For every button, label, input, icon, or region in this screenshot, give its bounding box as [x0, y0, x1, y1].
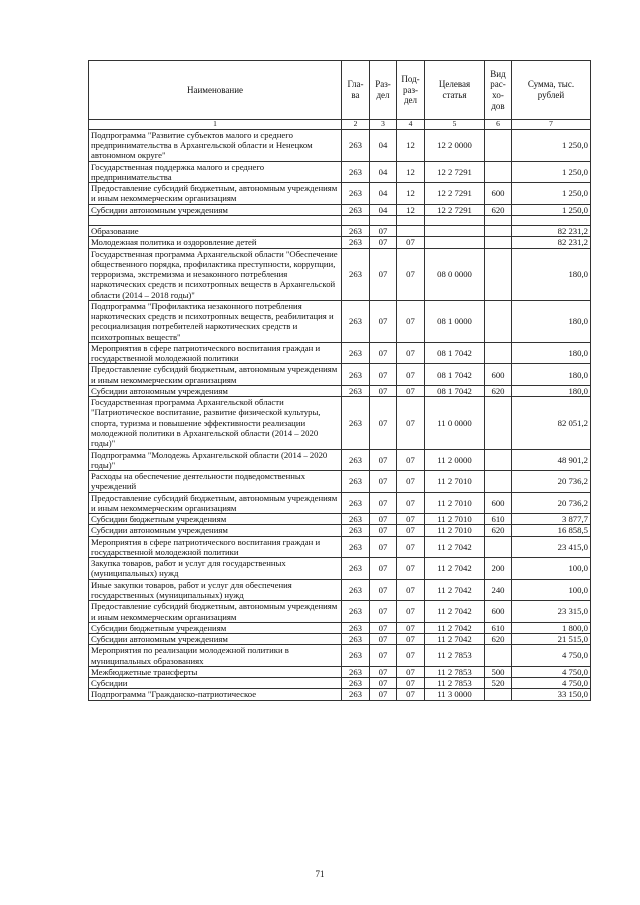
table-row: [89, 689, 591, 700]
row-glava-cell: 263: [342, 300, 370, 342]
row-vid-cell: 240: [485, 579, 512, 601]
row-vid-cell: [485, 161, 512, 183]
table-row: [89, 385, 591, 396]
column-number: 7: [512, 120, 591, 130]
row-summa-cell: 23 315,0: [512, 601, 591, 623]
row-celevaya-cell: [425, 215, 485, 225]
row-podrazdel-cell: 07: [397, 397, 425, 449]
row-glava-cell: 263: [342, 449, 370, 471]
row-celevaya-cell: 11 2 7042: [425, 634, 485, 645]
header-vid: Вид рас-хо-дов: [485, 61, 512, 120]
row-name-cell: Государственная поддержка малого и среднего предпринимательства: [89, 161, 342, 183]
header-summa: Сумма, тыс. рублей: [512, 61, 591, 120]
column-number: 3: [370, 120, 397, 130]
row-name-cell: Мероприятия в сфере патриотического воспитания граждан и государственной молодежной политики: [89, 342, 342, 364]
row-summa-cell: [512, 215, 591, 225]
column-number: 1: [89, 120, 342, 130]
table-row: [89, 492, 591, 514]
row-glava-cell: 263: [342, 161, 370, 183]
row-glava-cell: 263: [342, 225, 370, 236]
row-glava-cell: 263: [342, 385, 370, 396]
table-row: [89, 364, 591, 386]
row-vid-cell: [485, 225, 512, 236]
row-glava-cell: 263: [342, 601, 370, 623]
row-glava-cell: 263: [342, 129, 370, 161]
row-podrazdel-cell: 07: [397, 237, 425, 248]
row-podrazdel-cell: 07: [397, 666, 425, 677]
row-podrazdel-cell: 07: [397, 514, 425, 525]
row-podrazdel-cell: 07: [397, 536, 425, 558]
row-vid-cell: [485, 248, 512, 300]
row-summa-cell: 1 800,0: [512, 622, 591, 633]
row-summa-cell: 82 231,2: [512, 237, 591, 248]
row-razdel-cell: 07: [370, 579, 397, 601]
row-summa-cell: 4 750,0: [512, 645, 591, 667]
table-row: [89, 536, 591, 558]
row-summa-cell: 180,0: [512, 364, 591, 386]
table-row: [89, 204, 591, 215]
row-vid-cell: [485, 689, 512, 700]
row-summa-cell: 23 415,0: [512, 536, 591, 558]
row-name-cell: Мероприятия в сфере патриотического воспитания граждан и государственной молодежной политики: [89, 536, 342, 558]
row-glava-cell: 263: [342, 492, 370, 514]
row-podrazdel-cell: 07: [397, 678, 425, 689]
row-glava-cell: 263: [342, 342, 370, 364]
table-row: [89, 300, 591, 342]
row-summa-cell: 1 250,0: [512, 161, 591, 183]
row-celevaya-cell: 12 2 7291: [425, 161, 485, 183]
row-podrazdel-cell: 07: [397, 634, 425, 645]
row-celevaya-cell: 08 1 7042: [425, 364, 485, 386]
row-glava-cell: 263: [342, 364, 370, 386]
row-glava-cell: 263: [342, 514, 370, 525]
table-row: [89, 183, 591, 205]
row-celevaya-cell: 11 3 0000: [425, 689, 485, 700]
row-summa-cell: 1 250,0: [512, 129, 591, 161]
row-glava-cell: 263: [342, 204, 370, 215]
row-name-cell: Молодежная политика и оздоровление детей: [89, 237, 342, 248]
row-vid-cell: 620: [485, 634, 512, 645]
row-razdel-cell: 07: [370, 237, 397, 248]
row-name-cell: Мероприятия по реализации молодежной политики в муниципальных образованиях: [89, 645, 342, 667]
row-name-cell: Субсидии бюджетным учреждениям: [89, 622, 342, 633]
row-name-cell: Расходы на обеспечение деятельности подведомственных учреждений: [89, 471, 342, 493]
table-row: [89, 342, 591, 364]
row-glava-cell: 263: [342, 248, 370, 300]
row-razdel-cell: 04: [370, 161, 397, 183]
row-name-cell: Предоставление субсидий бюджетным, автономным учреждениям и иным некоммерческим организациям: [89, 492, 342, 514]
row-razdel-cell: 07: [370, 471, 397, 493]
row-glava-cell: 263: [342, 622, 370, 633]
row-vid-cell: [485, 645, 512, 667]
row-celevaya-cell: 11 2 7853: [425, 666, 485, 677]
header-podrazdel: Под-раз-дел: [397, 61, 425, 120]
row-summa-cell: 180,0: [512, 248, 591, 300]
row-razdel-cell: 07: [370, 558, 397, 580]
row-podrazdel-cell: 07: [397, 601, 425, 623]
row-celevaya-cell: 11 2 7042: [425, 536, 485, 558]
table-row: [89, 666, 591, 677]
row-name-cell: Подпрограмма "Профилактика незаконного потребления наркотических средств и психотропных веществ, реабилитация и ресоциализация потребителей наркотических средств и психотропных веществ": [89, 300, 342, 342]
row-summa-cell: 4 750,0: [512, 666, 591, 677]
row-celevaya-cell: 11 2 7042: [425, 558, 485, 580]
row-summa-cell: 180,0: [512, 385, 591, 396]
row-glava-cell: 263: [342, 645, 370, 667]
row-name-cell: Подпрограмма "Развитие субъектов малого и среднего предпринимательства в Архангельской области и Ненецком автономном округе": [89, 129, 342, 161]
row-razdel-cell: 07: [370, 666, 397, 677]
row-vid-cell: [485, 215, 512, 225]
row-celevaya-cell: 11 2 7010: [425, 471, 485, 493]
column-number: 2: [342, 120, 370, 130]
row-celevaya-cell: 11 2 7010: [425, 525, 485, 536]
table-row: [89, 129, 591, 161]
row-razdel-cell: 07: [370, 300, 397, 342]
column-number: 5: [425, 120, 485, 130]
row-podrazdel-cell: 07: [397, 689, 425, 700]
row-razdel-cell: 07: [370, 385, 397, 396]
row-celevaya-cell: [425, 237, 485, 248]
row-name-cell: Субсидии автономным учреждениям: [89, 634, 342, 645]
budget-table: [88, 60, 591, 701]
budget-table-page: [88, 60, 590, 701]
table-row-blank: [89, 215, 591, 225]
row-podrazdel-cell: 07: [397, 622, 425, 633]
row-summa-cell: 21 515,0: [512, 634, 591, 645]
row-vid-cell: 600: [485, 492, 512, 514]
row-vid-cell: [485, 397, 512, 449]
row-vid-cell: [485, 237, 512, 248]
row-name-cell: Межбюджетные трансферты: [89, 666, 342, 677]
row-summa-cell: 3 877,7: [512, 514, 591, 525]
header-glava: Гла-ва: [342, 61, 370, 120]
row-vid-cell: [485, 449, 512, 471]
row-celevaya-cell: 11 2 7853: [425, 645, 485, 667]
row-celevaya-cell: 08 0 0000: [425, 248, 485, 300]
row-podrazdel-cell: [397, 215, 425, 225]
row-summa-cell: 20 736,2: [512, 492, 591, 514]
row-celevaya-cell: 08 1 7042: [425, 342, 485, 364]
table-row: [89, 622, 591, 633]
row-podrazdel-cell: 07: [397, 471, 425, 493]
row-name-cell: Предоставление субсидий бюджетным, автономным учреждениям и иным некоммерческим организациям: [89, 183, 342, 205]
table-row: [89, 248, 591, 300]
row-razdel-cell: 07: [370, 601, 397, 623]
row-razdel-cell: 07: [370, 536, 397, 558]
row-podrazdel-cell: 07: [397, 342, 425, 364]
row-name-cell: Государственная программа Архангельской области "Обеспечение общественного порядка, профилактика преступности, коррупции, терроризма, экстремизма и незаконного потребления наркотических средств и психотропных веществ в Архангельской области (2014 – 2018 годы)": [89, 248, 342, 300]
header-razdel: Раз-дел: [370, 61, 397, 120]
row-glava-cell: 263: [342, 678, 370, 689]
row-celevaya-cell: 11 2 7010: [425, 492, 485, 514]
row-podrazdel-cell: 12: [397, 129, 425, 161]
table-row: [89, 514, 591, 525]
table-row: [89, 525, 591, 536]
table-row: [89, 645, 591, 667]
row-vid-cell: 500: [485, 666, 512, 677]
table-row: [89, 449, 591, 471]
row-podrazdel-cell: 07: [397, 645, 425, 667]
table-row: [89, 237, 591, 248]
row-podrazdel-cell: 07: [397, 525, 425, 536]
row-name-cell: Образование: [89, 225, 342, 236]
row-podrazdel-cell: [397, 225, 425, 236]
row-name-cell: Субсидии автономным учреждениям: [89, 385, 342, 396]
row-name-cell: Иные закупки товаров, работ и услуг для обеспечения государственных (муниципальных) нужд: [89, 579, 342, 601]
row-podrazdel-cell: 07: [397, 449, 425, 471]
row-razdel-cell: 07: [370, 622, 397, 633]
row-razdel-cell: 07: [370, 514, 397, 525]
row-vid-cell: [485, 129, 512, 161]
row-razdel-cell: 07: [370, 364, 397, 386]
column-number: 4: [397, 120, 425, 130]
row-name-cell: Субсидии бюджетным учреждениям: [89, 514, 342, 525]
row-name-cell: Государственная программа Архангельской области "Патриотическое воспитание, развитие физической культуры, спорта, туризма и повышение эффективности реализации молодежной политики в Архангельской области (2014 – 2020 годы)": [89, 397, 342, 449]
row-vid-cell: 610: [485, 622, 512, 633]
table-row: [89, 601, 591, 623]
row-vid-cell: 620: [485, 204, 512, 215]
row-celevaya-cell: 11 2 7010: [425, 514, 485, 525]
row-razdel-cell: 07: [370, 645, 397, 667]
row-razdel-cell: 07: [370, 225, 397, 236]
row-celevaya-cell: 11 2 7042: [425, 579, 485, 601]
row-vid-cell: 620: [485, 525, 512, 536]
page-number: 71: [315, 869, 325, 879]
table-row: [89, 471, 591, 493]
row-glava-cell: 263: [342, 397, 370, 449]
row-name-cell: [89, 215, 342, 225]
row-vid-cell: 620: [485, 385, 512, 396]
row-razdel-cell: 07: [370, 342, 397, 364]
row-vid-cell: 600: [485, 601, 512, 623]
row-razdel-cell: 07: [370, 449, 397, 471]
row-glava-cell: 263: [342, 471, 370, 493]
row-summa-cell: 180,0: [512, 300, 591, 342]
table-row: [89, 634, 591, 645]
row-summa-cell: 100,0: [512, 558, 591, 580]
row-glava-cell: 263: [342, 183, 370, 205]
row-summa-cell: 82 231,2: [512, 225, 591, 236]
header-name: Наименование: [89, 61, 342, 120]
row-name-cell: Закупка товаров, работ и услуг для государственных (муниципальных) нужд: [89, 558, 342, 580]
row-podrazdel-cell: 07: [397, 300, 425, 342]
row-razdel-cell: 07: [370, 678, 397, 689]
row-podrazdel-cell: 12: [397, 204, 425, 215]
row-razdel-cell: 04: [370, 204, 397, 215]
row-summa-cell: 1 250,0: [512, 183, 591, 205]
row-celevaya-cell: 12 2 7291: [425, 204, 485, 215]
row-glava-cell: 263: [342, 666, 370, 677]
row-glava-cell: [342, 215, 370, 225]
row-summa-cell: 180,0: [512, 342, 591, 364]
table-row: [89, 225, 591, 236]
row-glava-cell: 263: [342, 579, 370, 601]
row-vid-cell: [485, 300, 512, 342]
row-celevaya-cell: 11 2 7042: [425, 601, 485, 623]
row-name-cell: Субсидии: [89, 678, 342, 689]
table-body: [89, 129, 591, 700]
row-podrazdel-cell: 07: [397, 558, 425, 580]
row-razdel-cell: 04: [370, 129, 397, 161]
row-vid-cell: 610: [485, 514, 512, 525]
row-summa-cell: 1 250,0: [512, 204, 591, 215]
table-row: [89, 558, 591, 580]
row-vid-cell: [485, 536, 512, 558]
row-podrazdel-cell: 07: [397, 385, 425, 396]
row-razdel-cell: [370, 215, 397, 225]
table-row: [89, 397, 591, 449]
row-name-cell: Подпрограмма "Гражданско-патриотическое: [89, 689, 342, 700]
row-glava-cell: 263: [342, 689, 370, 700]
row-summa-cell: 16 858,5: [512, 525, 591, 536]
column-number: 6: [485, 120, 512, 130]
row-vid-cell: [485, 471, 512, 493]
row-razdel-cell: 07: [370, 689, 397, 700]
row-glava-cell: 263: [342, 558, 370, 580]
row-summa-cell: 33 150,0: [512, 689, 591, 700]
row-vid-cell: 520: [485, 678, 512, 689]
row-name-cell: Субсидии автономным учреждениям: [89, 525, 342, 536]
row-vid-cell: 600: [485, 364, 512, 386]
row-podrazdel-cell: 12: [397, 183, 425, 205]
row-celevaya-cell: 08 1 7042: [425, 385, 485, 396]
row-glava-cell: 263: [342, 536, 370, 558]
table-row: [89, 579, 591, 601]
row-razdel-cell: 07: [370, 492, 397, 514]
row-razdel-cell: 07: [370, 248, 397, 300]
row-razdel-cell: 04: [370, 183, 397, 205]
table-row: [89, 161, 591, 183]
row-podrazdel-cell: 12: [397, 161, 425, 183]
row-celevaya-cell: 11 2 0000: [425, 449, 485, 471]
row-celevaya-cell: 08 1 0000: [425, 300, 485, 342]
row-summa-cell: 20 736,2: [512, 471, 591, 493]
row-celevaya-cell: [425, 225, 485, 236]
row-summa-cell: 4 750,0: [512, 678, 591, 689]
row-summa-cell: 48 901,2: [512, 449, 591, 471]
row-name-cell: Подпрограмма "Молодежь Архангельской области (2014 – 2020 годы)": [89, 449, 342, 471]
row-razdel-cell: 07: [370, 634, 397, 645]
table-row: [89, 678, 591, 689]
row-summa-cell: 82 051,2: [512, 397, 591, 449]
row-celevaya-cell: 12 2 0000: [425, 129, 485, 161]
row-razdel-cell: 07: [370, 397, 397, 449]
column-number-row: [89, 120, 591, 130]
row-razdel-cell: 07: [370, 525, 397, 536]
row-podrazdel-cell: 07: [397, 248, 425, 300]
row-name-cell: Предоставление субсидий бюджетным, автономным учреждениям и иным некоммерческим организациям: [89, 601, 342, 623]
row-name-cell: Предоставление субсидий бюджетным, автономным учреждениям и иным некоммерческим организациям: [89, 364, 342, 386]
row-summa-cell: 100,0: [512, 579, 591, 601]
row-vid-cell: 200: [485, 558, 512, 580]
row-podrazdel-cell: 07: [397, 579, 425, 601]
row-vid-cell: 600: [485, 183, 512, 205]
row-vid-cell: [485, 342, 512, 364]
row-podrazdel-cell: 07: [397, 492, 425, 514]
row-name-cell: Субсидии автономным учреждениям: [89, 204, 342, 215]
table-header-row: [89, 61, 591, 120]
row-glava-cell: 263: [342, 525, 370, 536]
row-glava-cell: 263: [342, 237, 370, 248]
row-podrazdel-cell: 07: [397, 364, 425, 386]
row-glava-cell: 263: [342, 634, 370, 645]
row-celevaya-cell: 11 2 7042: [425, 622, 485, 633]
row-celevaya-cell: 11 0 0000: [425, 397, 485, 449]
row-celevaya-cell: 12 2 7291: [425, 183, 485, 205]
header-celevaya: Целевая статья: [425, 61, 485, 120]
row-celevaya-cell: 11 2 7853: [425, 678, 485, 689]
